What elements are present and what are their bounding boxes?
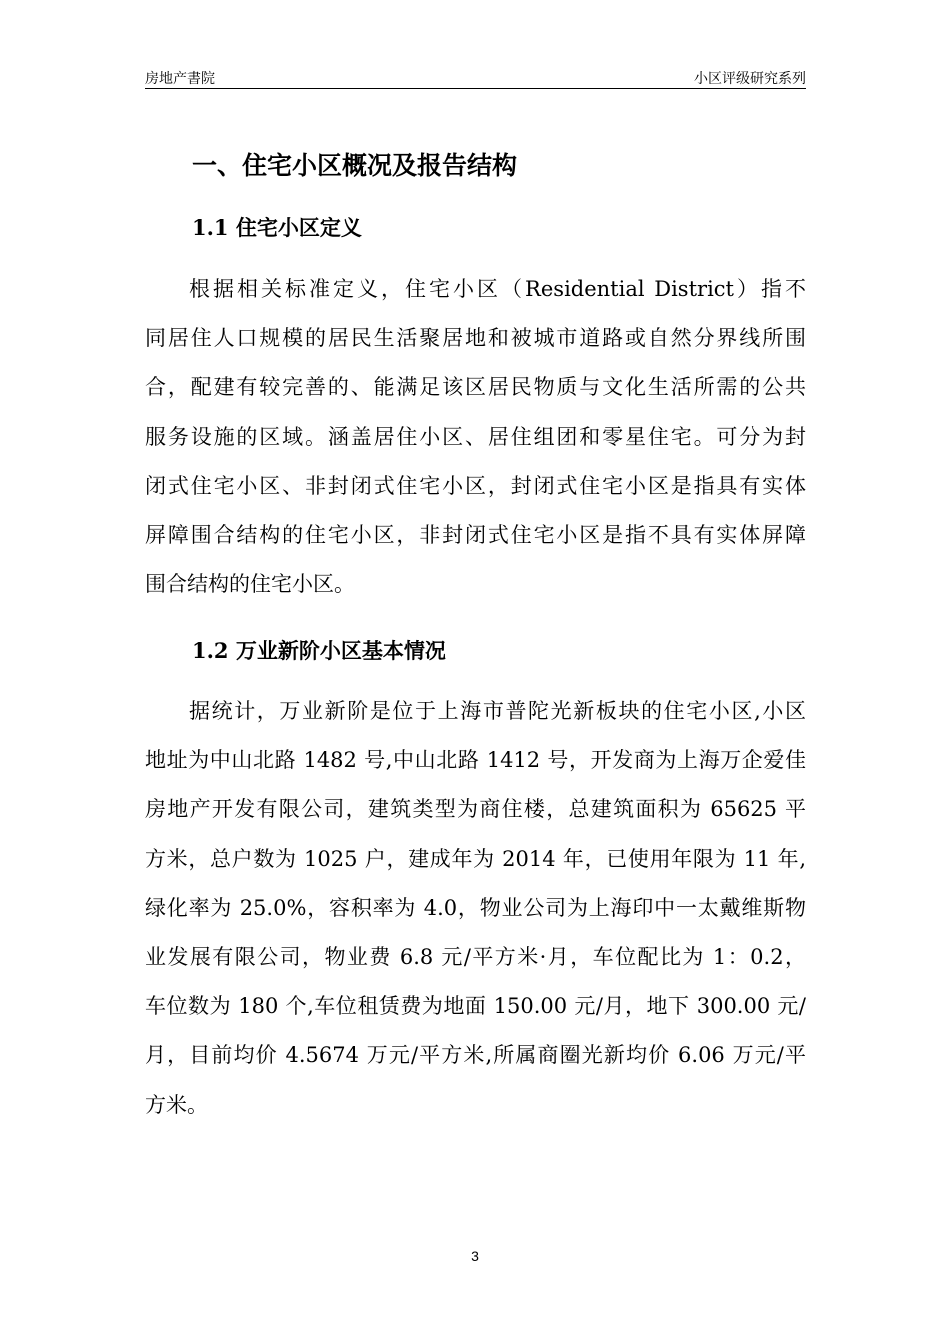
section-heading-1-1: 1.1 住宅小区定义 [192,215,362,240]
text-line: 方米。 [145,1092,208,1117]
text-line: 地址为中山北路 1482 号,中山北路 1412 号，开发商为上海万企爱佳 [145,748,806,773]
paragraph-overview [145,696,806,1139]
text-line: 同居住人口规模的居民生活聚居地和被城市道路或自然分界线所围 [145,326,806,351]
text-line: 绿化率为 25.0%，容积率为 4.0，物业公司为上海印中一太戴维斯物 [145,895,806,920]
page-number: 3 [471,1248,479,1264]
text-line: 车位数为 180 个,车位租赁费为地面 150.00 元/月，地下 300.00 元/ [145,994,806,1019]
text-line: 方米，总户数为 1025 户，建成年为 2014 年，已使用年限为 11 年, [145,846,806,871]
chapter-heading: 一、住宅小区概况及报告结构 [192,151,518,180]
text-line: 业发展有限公司，物业费 6.8 元/平方米·月，车位配比为 1：0.2， [145,944,806,969]
page-header [145,66,806,89]
text-line: 屏障围合结构的住宅小区，非封闭式住宅小区是指不具有实体屏障 [145,522,806,547]
header-publisher: 房地产書院 [145,71,215,87]
text-line: 围合结构的住宅小区。 [145,572,355,597]
text-line: 房地产开发有限公司，建筑类型为商住楼，总建筑面积为 65625 平 [145,797,806,822]
text-line: 闭式住宅小区、非封闭式住宅小区，封闭式住宅小区是指具有实体 [145,473,806,498]
text-line: 据统计，万业新阶是位于上海市普陀光新板块的住宅小区,小区 [189,699,806,723]
text-line: 服务设施的区域。涵盖居住小区、居住组团和零星住宅。可分为封 [145,424,806,449]
text-line: 合，配建有较完善的、能满足该区居民物质与文化生活所需的公共 [145,375,806,400]
section-heading-1-2: 1.2 万业新阶小区基本情况 [192,638,446,663]
header-series: 小区评级研究系列 [694,71,806,87]
text-line: 月，目前均价 4.5674 万元/平方米,所属商圈光新均价 6.06 万元/平 [145,1043,806,1068]
text-line: 根据相关标准定义，住宅小区（Residential District）指不 [189,277,806,301]
paragraph-definition [145,274,806,618]
